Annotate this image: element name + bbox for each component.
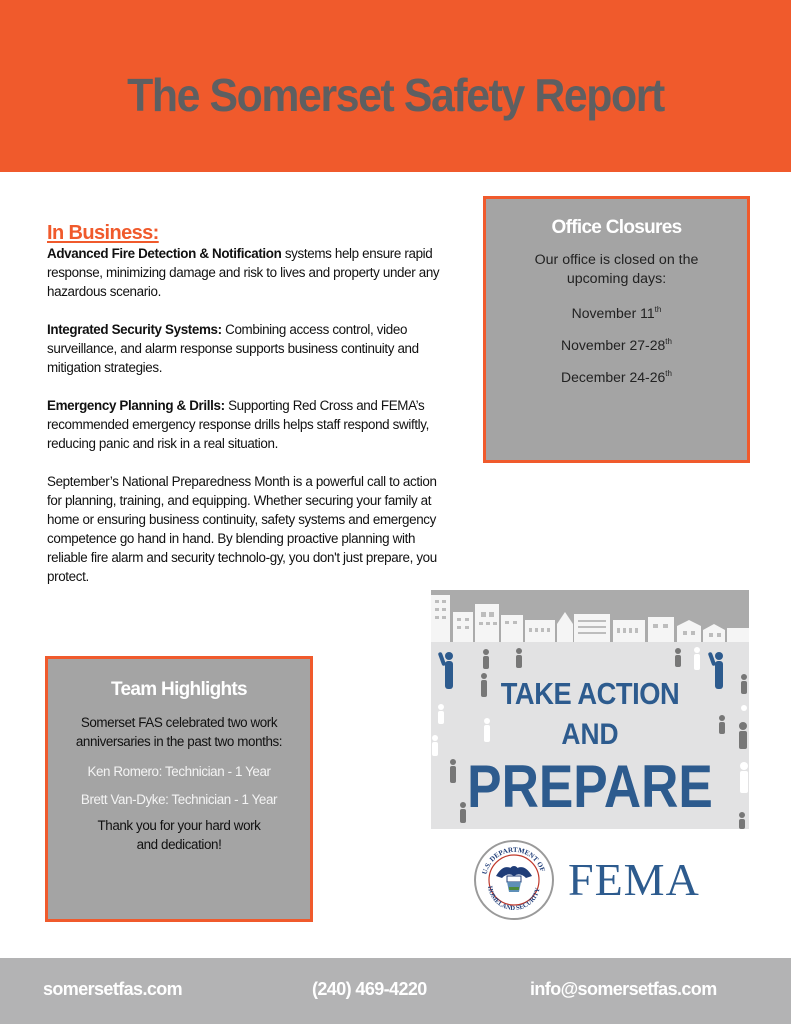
paragraph-text: systems help ensure rapid response, minimizing damage and risk to lives and property under any hazardous scenario. xyxy=(47,246,440,299)
office-closures-title: Office Closures xyxy=(551,217,682,238)
closure-date-label: November 11 xyxy=(571,305,655,321)
team-member: Brett Van-Dyke: Technician - 1 Year xyxy=(80,792,278,807)
office-closures-intro: Our office is closed on the upcoming days: xyxy=(534,252,699,287)
closure-date-suffix: th xyxy=(665,369,672,378)
svg-text:U.S. DEPARTMENT OF: U.S. DEPARTMENT OF xyxy=(480,845,547,876)
closure-date-label: December 24-26 xyxy=(561,369,666,385)
page-title: The Somerset Safety Report xyxy=(127,69,664,121)
paragraph-lead: Advanced Fire Detection & Notification xyxy=(47,246,282,261)
poster-line-take-action: TAKE ACTION xyxy=(500,676,680,711)
dhs-seal-logo xyxy=(474,840,554,920)
paragraph-fire-detection xyxy=(47,244,442,301)
footer-phone[interactable]: (240) 469-4220 xyxy=(312,979,427,999)
closure-date xyxy=(486,369,747,385)
take-action-poster xyxy=(431,590,749,829)
closure-date-suffix: th xyxy=(654,305,662,314)
poster-line-prepare: PREPARE xyxy=(467,753,713,820)
paragraph-text: Combining access control, video surveillance, and alarm response supports business continuity and mitigation strategies. xyxy=(47,322,419,375)
poster-line-and: AND xyxy=(561,718,619,751)
closure-date xyxy=(486,305,747,321)
paragraph-preparedness-month xyxy=(47,472,442,586)
paragraph-security-systems xyxy=(47,320,442,377)
team-highlights-box xyxy=(45,656,313,922)
header-banner xyxy=(0,0,791,172)
team-highlights-intro: Somerset FAS celebrated two work anniversaries in the past two months: xyxy=(75,715,283,749)
footer-website-link[interactable]: somersetfas.com xyxy=(43,979,183,999)
team-thanks: Thank you for your hard work and dedication! xyxy=(97,818,261,852)
in-business-section xyxy=(47,222,442,605)
team-member: Ken Romero: Technician - 1 Year xyxy=(87,764,271,779)
footer-email-link[interactable]: info@somersetfas.com xyxy=(530,979,717,999)
team-highlights-title: Team Highlights xyxy=(111,679,247,700)
paragraph-emergency-planning xyxy=(47,396,442,453)
closure-date-label: November 27-28 xyxy=(561,337,666,353)
closure-date-suffix: th xyxy=(665,337,672,346)
svg-text:HOMELAND SECURITY: HOMELAND SECURITY xyxy=(486,885,542,913)
fema-wordmark: FEMA xyxy=(568,854,700,905)
paragraph-lead: Integrated Security Systems: xyxy=(47,322,222,337)
paragraph-text: September’s National Preparedness Month is a powerful call to action for planning, training, and equipping. Whether securing your family at home or ensuring business continuity, safety systems and emergency competence go hand in hand. By blending proactive planning with reliable fire alarm and security technolo-gy, you don't just prepare, you protect. xyxy=(47,474,437,584)
paragraph-text: Supporting Red Cross and FEMA’s recommended emergency response drills helps staff respond swiftly, reducing panic and risk in a real situation. xyxy=(47,398,430,451)
paragraph-lead: Emergency Planning & Drills: xyxy=(47,398,225,413)
footer-bar xyxy=(0,958,791,1024)
closure-date xyxy=(486,337,747,353)
office-closures-box xyxy=(483,196,750,463)
section-heading: In Business: xyxy=(47,222,159,244)
